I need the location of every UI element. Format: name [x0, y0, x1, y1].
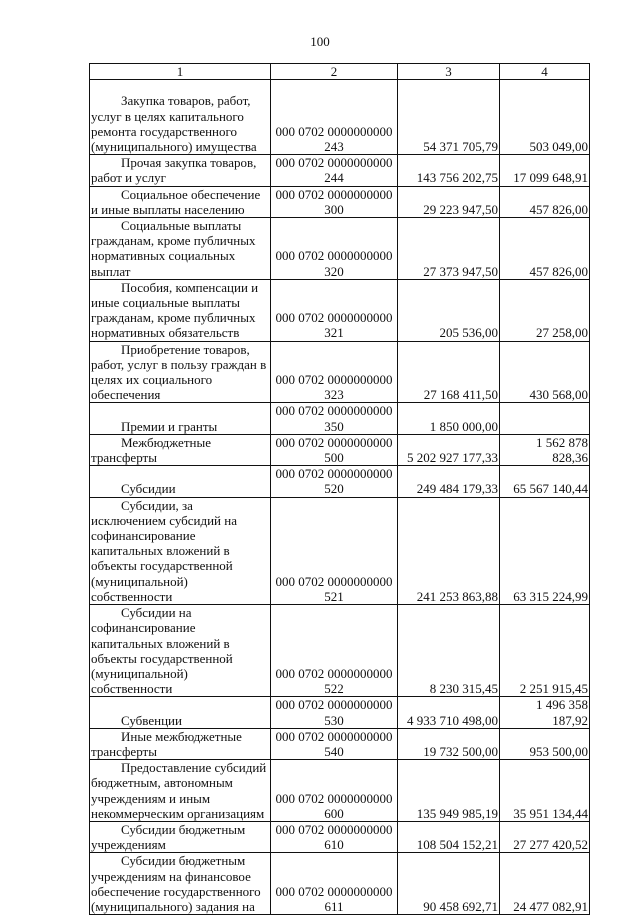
row-code-prefix: 000 0702 0000000000 — [275, 821, 393, 837]
table-row — [90, 466, 590, 497]
row-value-col3: 108 504 152,21 — [398, 821, 500, 852]
row-value-col4: 430 568,00 — [500, 341, 590, 403]
row-value-col3: 27 168 411,50 — [398, 341, 500, 403]
row-code-suffix: 530 — [324, 712, 344, 728]
row-code-suffix: 522 — [324, 681, 344, 697]
row-code-prefix: 000 0702 0000000000 — [275, 123, 393, 139]
row-code-prefix: 000 0702 0000000000 — [275, 248, 393, 264]
header-col-4: 4 — [500, 64, 590, 80]
row-code-suffix: 500 — [324, 450, 344, 466]
table-row — [90, 605, 590, 697]
table-row — [90, 697, 590, 728]
row-value-col4: 35 951 134,44 — [500, 760, 590, 822]
table-row — [90, 186, 590, 217]
row-value-col3: 5 202 927 177,33 — [398, 434, 500, 465]
row-value-col4: 457 826,00 — [500, 186, 590, 217]
row-code-suffix: 610 — [324, 837, 344, 853]
row-value-col4: 27 277 420,52 — [500, 821, 590, 852]
row-value-col3: 54 371 705,79 — [398, 80, 500, 155]
table-row — [90, 434, 590, 465]
row-code-prefix: 000 0702 0000000000 — [275, 310, 393, 326]
header-col-2: 2 — [271, 64, 398, 80]
row-value-col3: 143 756 202,75 — [398, 155, 500, 186]
table-header-row — [90, 64, 590, 80]
row-code — [271, 497, 398, 604]
row-value-col3: 135 949 985,19 — [398, 760, 500, 822]
row-value-col3: 205 536,00 — [398, 279, 500, 341]
table-row — [90, 218, 590, 280]
header-col-1: 1 — [90, 64, 271, 80]
row-name: Закупка товаров, работ, услуг в целях капитального ремонта государственного (муниципального) имущества — [90, 80, 271, 155]
row-code — [271, 821, 398, 852]
row-name: Предоставление субсидий бюджетным, автономным учреждениям и иным некоммерческим организациям — [90, 760, 271, 822]
row-code-prefix: 000 0702 0000000000 — [275, 155, 393, 171]
row-value-col4: 65 567 140,44 — [500, 466, 590, 497]
row-code-suffix: 323 — [324, 387, 344, 403]
row-code — [271, 728, 398, 759]
row-code-prefix: 000 0702 0000000000 — [275, 372, 393, 388]
row-value-col3: 90 458 692,71 — [398, 853, 500, 915]
row-value-col4: 27 258,00 — [500, 279, 590, 341]
row-name: Субсидии бюджетным учреждениям — [90, 821, 271, 852]
table-row — [90, 853, 590, 915]
row-value-col4: 63 315 224,99 — [500, 497, 590, 604]
table-row — [90, 341, 590, 403]
row-code-prefix: 000 0702 0000000000 — [275, 665, 393, 681]
row-code-suffix: 600 — [324, 805, 344, 821]
row-code-prefix: 000 0702 0000000000 — [275, 434, 393, 450]
row-code-suffix: 320 — [324, 263, 344, 279]
row-value-col3: 249 484 179,33 — [398, 466, 500, 497]
row-name: Субсидии бюджетным учреждениям на финансовое обеспечение государственного (муниципального) задания на — [90, 853, 271, 915]
row-code-suffix: 611 — [324, 898, 344, 914]
row-value-col3: 1 850 000,00 — [398, 403, 500, 434]
row-code-prefix: 000 0702 0000000000 — [275, 466, 393, 482]
row-code — [271, 279, 398, 341]
row-code — [271, 218, 398, 280]
row-code — [271, 186, 398, 217]
row-code-prefix: 000 0702 0000000000 — [275, 790, 393, 806]
table-row — [90, 80, 590, 155]
header-col-3: 3 — [398, 64, 500, 80]
row-name: Прочая закупка товаров, работ и услуг — [90, 155, 271, 186]
row-code — [271, 853, 398, 915]
row-name: Субсидии — [90, 466, 271, 497]
row-value-col3: 27 373 947,50 — [398, 218, 500, 280]
row-name: Иные межбюджетные трансферты — [90, 728, 271, 759]
row-code — [271, 605, 398, 697]
row-code — [271, 434, 398, 465]
row-value-col3: 4 933 710 498,00 — [398, 697, 500, 728]
row-name: Субсидии, за исключением субсидий на софинансирование капитальных вложений в объекты государственной (муниципальной) собственности — [90, 497, 271, 604]
row-code-suffix: 540 — [324, 743, 344, 759]
row-value-col3: 29 223 947,50 — [398, 186, 500, 217]
row-value-col3: 19 732 500,00 — [398, 728, 500, 759]
budget-table — [89, 63, 590, 915]
row-code-suffix: 244 — [324, 170, 344, 186]
row-name: Социальные выплаты гражданам, кроме публичных нормативных социальных выплат — [90, 218, 271, 280]
row-code-prefix: 000 0702 0000000000 — [275, 697, 393, 713]
row-value-col4: 24 477 082,91 — [500, 853, 590, 915]
row-name: Субсидии на софинансирование капитальных вложений в объекты государственной (муниципальной) собственности — [90, 605, 271, 697]
row-code-prefix: 000 0702 0000000000 — [275, 883, 393, 899]
row-name: Пособия, компенсации и иные социальные выплаты гражданам, кроме публичных нормативных обязательств — [90, 279, 271, 341]
table-row — [90, 728, 590, 759]
row-value-col4 — [500, 403, 590, 434]
row-value-col3: 241 253 863,88 — [398, 497, 500, 604]
table-row — [90, 279, 590, 341]
row-value-col4: 457 826,00 — [500, 218, 590, 280]
table-row — [90, 497, 590, 604]
row-code — [271, 760, 398, 822]
row-code-suffix: 243 — [324, 139, 344, 154]
row-code — [271, 341, 398, 403]
row-value-col4: 1 562 878 828,36 — [500, 434, 590, 465]
table-row — [90, 821, 590, 852]
row-code-suffix: 300 — [324, 201, 344, 217]
row-name: Субвенции — [90, 697, 271, 728]
row-code-suffix: 321 — [324, 325, 344, 341]
row-code-prefix: 000 0702 0000000000 — [275, 573, 393, 589]
row-code-prefix: 000 0702 0000000000 — [275, 403, 393, 419]
row-value-col4: 17 099 648,91 — [500, 155, 590, 186]
row-code — [271, 155, 398, 186]
row-value-col4: 953 500,00 — [500, 728, 590, 759]
row-code-suffix: 520 — [324, 481, 344, 497]
table-row — [90, 760, 590, 822]
table-row — [90, 155, 590, 186]
row-code — [271, 697, 398, 728]
row-value-col4: 503 049,00 — [500, 80, 590, 155]
row-name: Межбюджетные трансферты — [90, 434, 271, 465]
table-row — [90, 403, 590, 434]
row-code-prefix: 000 0702 0000000000 — [275, 186, 393, 202]
row-name: Приобретение товаров, работ, услуг в пользу граждан в целях их социального обеспечения — [90, 341, 271, 403]
row-value-col4: 2 251 915,45 — [500, 605, 590, 697]
row-code-suffix: 521 — [324, 588, 344, 604]
row-code-suffix: 350 — [324, 418, 344, 434]
row-name: Премии и гранты — [90, 403, 271, 434]
row-code — [271, 80, 398, 155]
row-value-col3: 8 230 315,45 — [398, 605, 500, 697]
page-number: 100 — [310, 34, 330, 49]
row-value-col4: 1 496 358 187,92 — [500, 697, 590, 728]
row-code — [271, 466, 398, 497]
row-name: Социальное обеспечение и иные выплаты населению — [90, 186, 271, 217]
row-code — [271, 403, 398, 434]
row-code-prefix: 000 0702 0000000000 — [275, 728, 393, 744]
